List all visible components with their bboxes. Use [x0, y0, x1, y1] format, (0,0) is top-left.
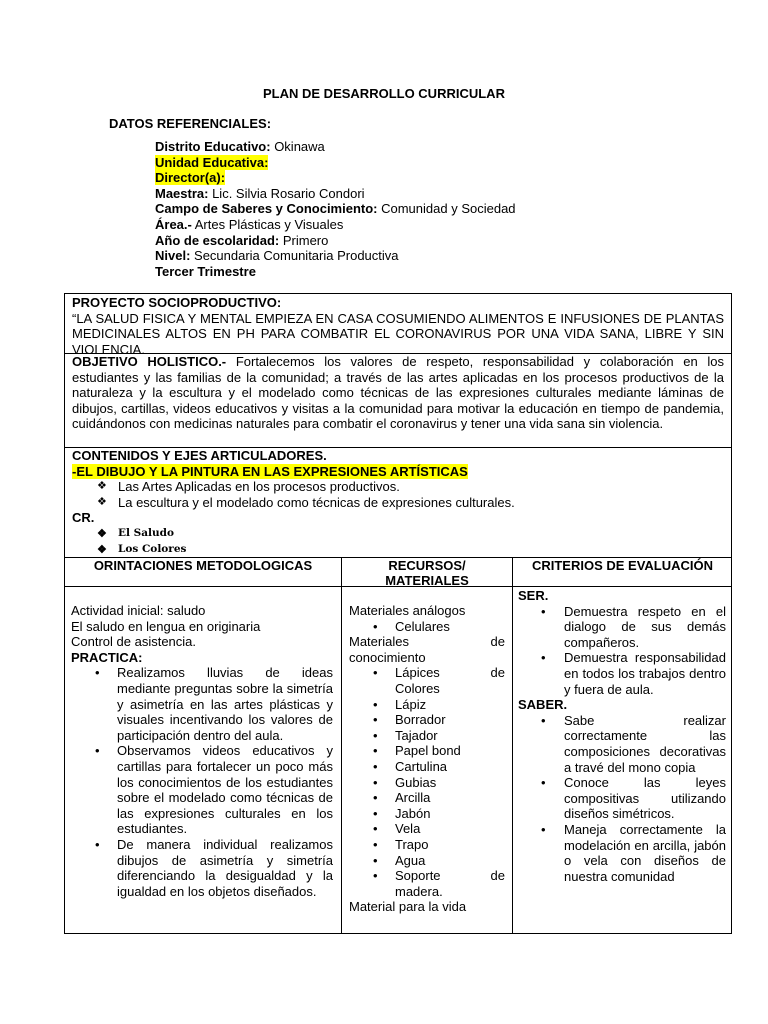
proyecto-heading: PROYECTO SOCIOPRODUCTIVO: — [72, 295, 282, 310]
plan-table — [64, 557, 732, 934]
recursos-header: RECURSOS/ MATERIALES — [385, 558, 469, 588]
cr-list — [72, 526, 724, 557]
saber-label: SABER. — [518, 697, 568, 713]
orientaciones-column — [65, 557, 342, 933]
list-item: • Lápices de Colores — [349, 665, 505, 696]
recursos-conocimiento: Materiales de conocimiento — [349, 634, 505, 665]
cr-label: CR. — [72, 510, 95, 526]
list-item: • Demuestra respeto en el dialogo de sus demás compañeros. — [518, 604, 726, 651]
list-item: • Realizamos lluvias de ideas mediante preguntas sobre la simetría y asimetría en las artes plásticas y visuales incentivando los valores de participación dentro del aula. — [71, 665, 333, 743]
practica-label: PRACTICA: — [71, 649, 143, 665]
practica-list — [71, 665, 333, 899]
contenidos-highlight: -EL DIBUJO Y LA PINTURA EN LAS EXPRESIONES ARTÍSTICAS — [72, 463, 468, 479]
list-item: • Demuestra responsabilidad en todos los trabajos dentro y fuera de aula. — [518, 650, 726, 697]
datos-field-anio: Año de escolaridad: Primero — [155, 232, 329, 248]
datos-field-area: Área.- Artes Plásticas y Visuales — [155, 216, 344, 232]
table-header-divider — [65, 586, 731, 587]
criterios-header: CRITERIOS DE EVALUACIÓN — [531, 558, 714, 573]
list-item: • Borrador — [349, 712, 505, 728]
datos-field-trimestre: Tercer Trimestre — [155, 263, 256, 279]
recursos-column — [342, 557, 513, 933]
proyecto-box — [64, 293, 732, 357]
list-item: • Cartulina — [349, 759, 505, 775]
list-item: • Papel bond — [349, 743, 505, 759]
datos-referenciales — [155, 139, 516, 279]
contenidos-heading: CONTENIDOS Y EJES ARTICULADORES. — [72, 448, 327, 463]
datos-field-director: Director(a): — [155, 170, 226, 186]
ser-label: SER. — [518, 588, 549, 603]
objetivo-paragraph — [65, 353, 731, 432]
saber-list — [518, 713, 726, 885]
datos-field-nivel: Nivel: Secundaria Comunitaria Productiva — [155, 248, 399, 264]
ser-list — [518, 604, 726, 698]
objetivo-heading: OBJETIVO HOLISTICO.- — [72, 354, 227, 369]
list-item: • Soporte de madera. — [349, 868, 505, 899]
datos-field-campo: Campo de Saberes y Conocimiento: Comunidad y Sociedad — [155, 201, 516, 217]
datos-heading: DATOS REFERENCIALES: — [109, 116, 272, 131]
list-item: • Sabe realizar correctamente las composiciones decorativas a travé del mono copia — [518, 713, 726, 775]
list-item: • De manera individual realizamos dibujos de asimetría y simetría diferenciando la desigualdad y la igualdad en los objetos diseñados. — [71, 837, 333, 899]
list-item: • Conoce las leyes compositivas utilizando diseños simétricos. — [518, 775, 726, 822]
orientaciones-header: ORINTACIONES METODOLOGICAS — [93, 558, 313, 573]
intro-line: El saludo en lengua en originaria — [71, 618, 261, 634]
recursos-analogos: Materiales análogos — [349, 603, 466, 618]
intro-line: Control de asistencia. — [71, 634, 197, 650]
criterios-column — [513, 557, 732, 933]
intro-line: Actividad inicial: saludo — [71, 603, 206, 618]
list-item: • Arcilla — [349, 790, 505, 806]
objetivo-box — [64, 353, 732, 448]
datos-field-unidad: Unidad Educativa: — [155, 154, 269, 170]
list-item: • Vela — [349, 821, 505, 837]
list-item: • Observamos videos educativos y cartillas para fortalecer un poco más los conocimientos de los estudiantes sobre el modelado como técnicas de las expresiones culturales en los estudiantes. — [71, 743, 333, 837]
list-item: • Trapo — [349, 837, 505, 853]
list-item: • Jabón — [349, 806, 505, 822]
list-item: • Maneja correctamente la modelación en arcilla, jabón o vela con diseños de nuestra comunidad — [518, 822, 726, 884]
recursos-vida: Material para la vida — [349, 899, 467, 915]
list-item: ❖ La escultura y el modelado como técnicas de expresiones culturales. — [72, 495, 724, 511]
list-item: • Gubias — [349, 775, 505, 791]
page-title: PLAN DE DESARROLLO CURRICULAR — [263, 86, 505, 101]
contenidos-list — [72, 479, 724, 510]
analogos-list — [349, 619, 505, 635]
proyecto-text: “LA SALUD FISICA Y MENTAL EMPIEZA EN CASA COSUMIENDO ALIMENTOS E INFUSIONES DE PLANTAS MEDICINALES ALTOS EN PH PARA COMBATIR EL CORONAVIRUS POR UNA VIDA SANA, LIBRE Y SIN VIOLENCIA. — [72, 310, 724, 357]
contenidos-box — [64, 447, 732, 558]
datos-field-maestra: Maestra: Lic. Silvia Rosario Condori — [155, 185, 365, 201]
list-item: • Agua — [349, 853, 505, 869]
list-item: • Lápiz — [349, 697, 505, 713]
conocimiento-list — [349, 665, 505, 899]
list-item: • Celulares — [349, 619, 505, 635]
objetivo-text: Fortalecemos los valores de respeto, responsabilidad y colaboración en los estudiantes y las familias de la comunidad; a través de las artes aplicadas en los procesos productivos de la naturaleza y la escultura y el modelado como técnicas de las expresiones culturales mediante láminas de dibujos, cartillas, videos educativos y visitas a la comunidad para motivar la educación en tiempo de pandemia, cuidándonos con medicinas naturales para combatir el coronavirus y tener una vida sana sin violencia. — [72, 354, 724, 432]
list-item: ❖ Los Colores — [72, 542, 724, 558]
list-item: • Tajador — [349, 728, 505, 744]
datos-field-distrito: Distrito Educativo: Okinawa — [155, 139, 325, 154]
list-item: ❖ Las Artes Aplicadas en los procesos productivos. — [72, 479, 724, 495]
list-item: ❖ El Saludo — [72, 526, 724, 542]
